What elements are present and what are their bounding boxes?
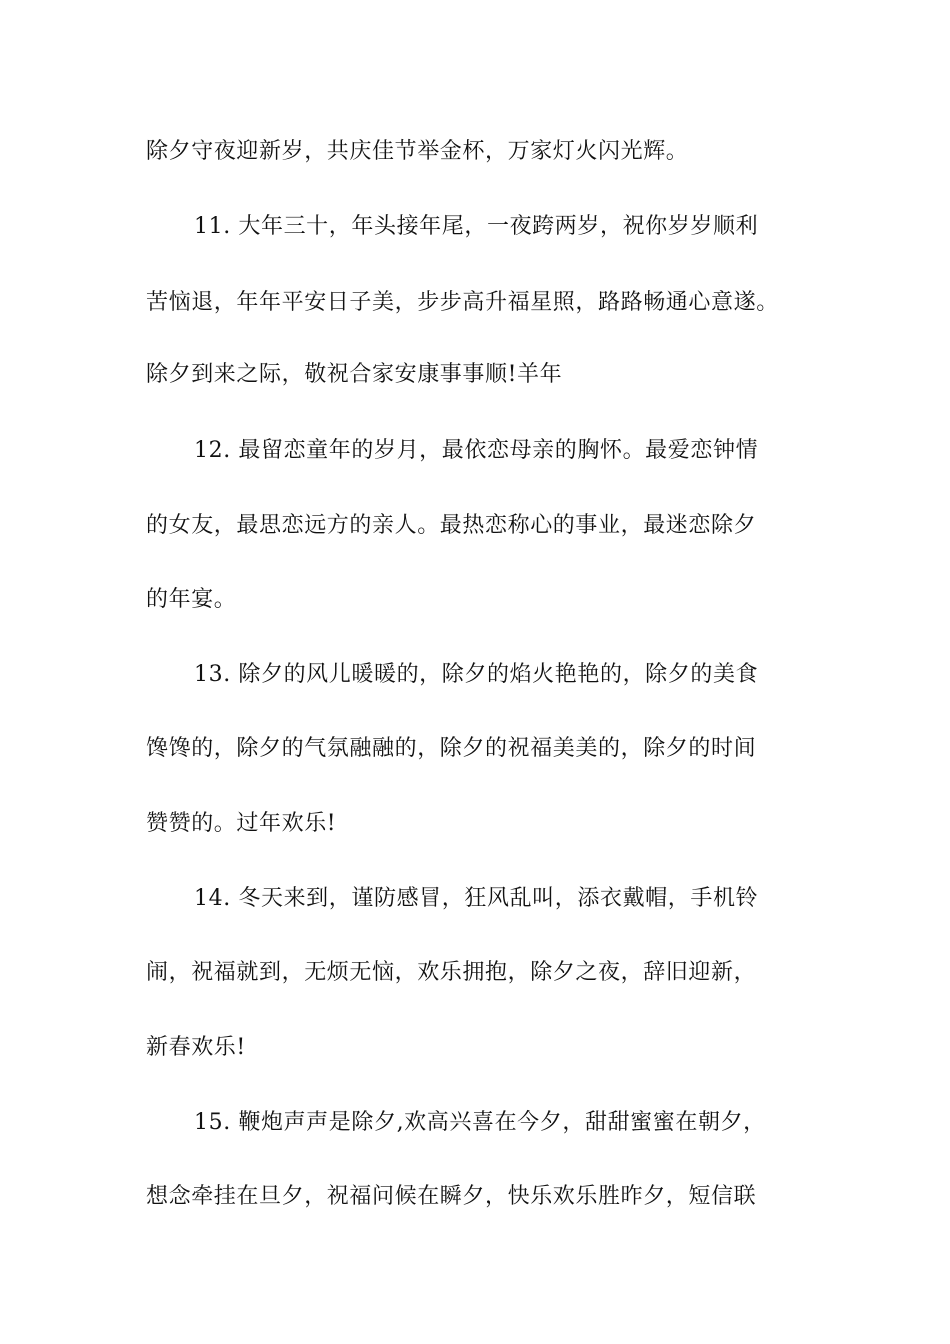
text-line-10: 赞赞的。过年欢乐! [146,811,337,836]
text-line-3: 苦恼退，年年平安日子美，步步高升福星照，路路畅通心意遂。 [146,290,779,315]
text-line-13: 新春欢乐! [146,1035,246,1060]
text-line-6: 的女友，最思恋远方的亲人。最热恋称心的事业，最迷恋除夕 [146,513,757,538]
text-line-4: 除夕到来之际，敬祝合家安康事事顺!羊年 [146,362,563,387]
text-line-7: 的年宴。 [146,587,237,612]
text-line-9: 馋馋的，除夕的气氛融融的，除夕的祝福美美的，除夕的时间 [146,736,757,761]
text-line-12: 闹，祝福就到，无烦无恼，欢乐拥抱，除夕之夜，辞旧迎新， [146,960,757,985]
text-line-5: 12. 最留恋童年的岁月，最依恋母亲的胸怀。最爱恋钟情 [194,438,759,463]
text-line-2: 11. 大年三十，年头接年尾，一夜跨两岁，祝你岁岁顺利 [194,214,759,239]
text-line-8: 13. 除夕的风儿暖暖的，除夕的焰火艳艳的，除夕的美食 [194,662,759,687]
text-line-15: 想念牵挂在旦夕，祝福问候在瞬夕，快乐欢乐胜昨夕，短信联 [146,1184,757,1209]
text-line-1: 除夕守夜迎新岁，共庆佳节举金杯，万家灯火闪光辉。 [146,139,689,164]
text-line-14: 15. 鞭炮声声是除夕,欢高兴喜在今夕，甜甜蜜蜜在朝夕， [194,1110,766,1135]
text-line-11: 14. 冬天来到，谨防感冒，狂风乱叫，添衣戴帽，手机铃 [194,886,759,911]
